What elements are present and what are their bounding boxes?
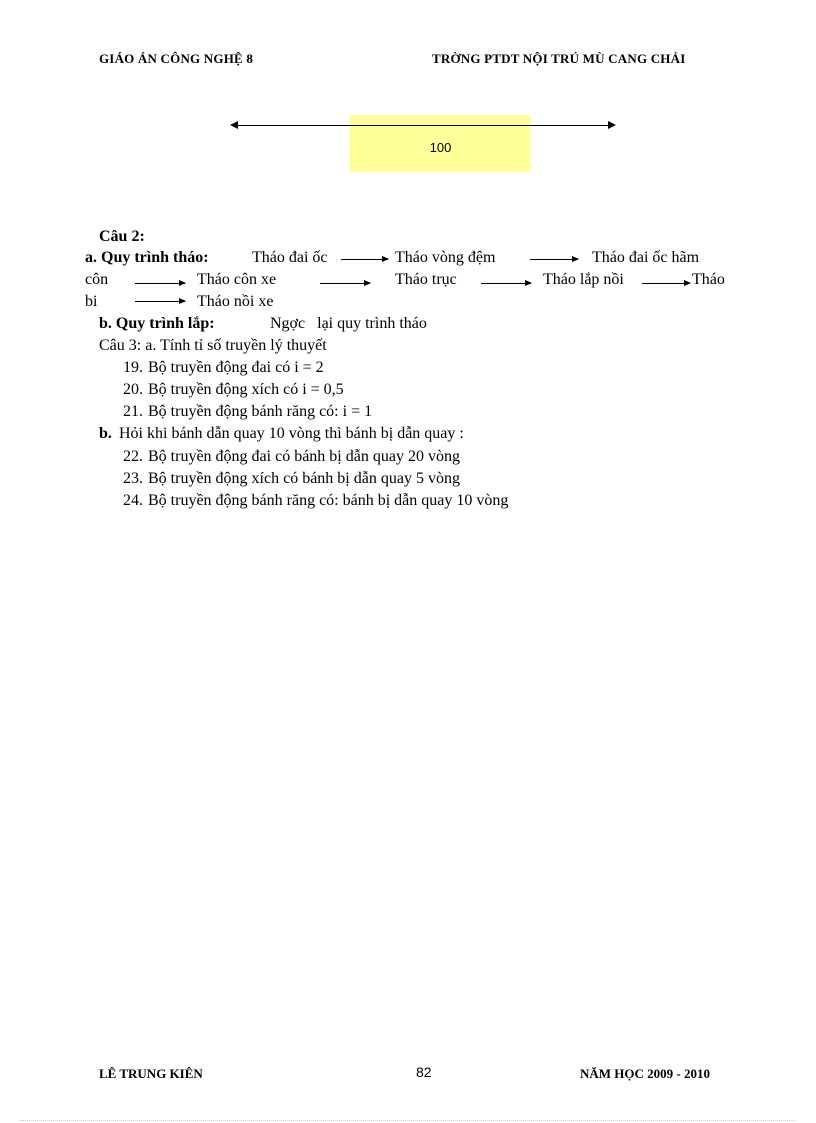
list-item: Bộ truyền động bánh răng có: bánh bị dẫn quay 10 vòng bbox=[148, 492, 509, 509]
list-item-number: 23. bbox=[123, 470, 143, 487]
q2a-step-4: Tháo côn xe bbox=[197, 271, 277, 288]
q2a-step-3-cont: côn bbox=[85, 271, 109, 288]
q2a-label: a. Quy trình tháo: bbox=[85, 249, 209, 266]
flow-arrow-icon bbox=[135, 301, 185, 302]
q2b-label: b. Quy trình lắp: bbox=[99, 315, 215, 332]
header-left: GIÁO ÁN CÔNG NGHỆ 8 bbox=[99, 51, 254, 66]
list-item: Bộ truyền động xích có bánh bị dẫn quay 5 vòng bbox=[148, 470, 460, 487]
q2a-step-3: Tháo đai ốc hãm bbox=[592, 249, 700, 266]
footer-author: LÊ TRUNG KIÊN bbox=[99, 1066, 203, 1081]
arrow-right-icon bbox=[608, 121, 616, 129]
q2a-step-7: Tháo bbox=[692, 271, 725, 288]
list-item: Bộ truyền động đai có bánh bị dẫn quay 20 vòng bbox=[148, 448, 460, 465]
list-item-number: 21. bbox=[123, 403, 143, 420]
list-item-number: 20. bbox=[123, 381, 143, 398]
q2a-step-2: Tháo vòng đệm bbox=[395, 249, 496, 266]
q2a-step-5: Tháo trục bbox=[395, 271, 457, 288]
list-item: Bộ truyền động đai có i = 2 bbox=[148, 359, 324, 376]
flow-arrow-icon bbox=[642, 283, 690, 284]
q2-title: Câu 2: bbox=[99, 228, 145, 245]
page-bottom-divider bbox=[20, 1120, 796, 1121]
q2b-text: Ngợc lại quy trình tháo bbox=[270, 315, 427, 332]
header-right: TRỜNG PTDT NỘI TRÚ MÙ CANG CHẢI bbox=[432, 51, 686, 66]
footer-school-year: NĂM HỌC 2009 - 2010 bbox=[580, 1066, 710, 1081]
flow-arrow-icon bbox=[341, 259, 388, 260]
flow-arrow-icon bbox=[135, 283, 185, 284]
arrow-left-icon bbox=[230, 121, 238, 129]
flow-arrow-icon bbox=[530, 259, 578, 260]
list-item-number: 24. bbox=[123, 492, 143, 509]
q2a-step-6: Tháo lắp nồi bbox=[543, 271, 624, 288]
flow-arrow-icon bbox=[481, 283, 531, 284]
list-item: Bộ truyền động xích có i = 0,5 bbox=[148, 381, 344, 398]
page-number: 82 bbox=[416, 1064, 432, 1080]
q2a-step-1: Tháo đai ốc bbox=[252, 249, 328, 266]
flow-arrow-icon bbox=[320, 283, 370, 284]
q3b-text: Hỏi khi bánh dẫn quay 10 vòng thì bánh bị dẫn quay : bbox=[119, 425, 464, 442]
q2a-step-8: Tháo nồi xe bbox=[197, 293, 274, 310]
list-item: Bộ truyền động bánh răng có: i = 1 bbox=[148, 403, 373, 420]
dimension-line bbox=[236, 125, 612, 126]
q3-title: Câu 3: a. Tính tỉ số truyền lý thuyết bbox=[99, 337, 327, 354]
q3b-label: b. bbox=[99, 425, 112, 442]
q2a-step-7-cont: bi bbox=[85, 293, 98, 310]
dimension-label: 100 bbox=[429, 140, 452, 155]
list-item-number: 19. bbox=[123, 359, 143, 376]
list-item-number: 22. bbox=[123, 448, 143, 465]
